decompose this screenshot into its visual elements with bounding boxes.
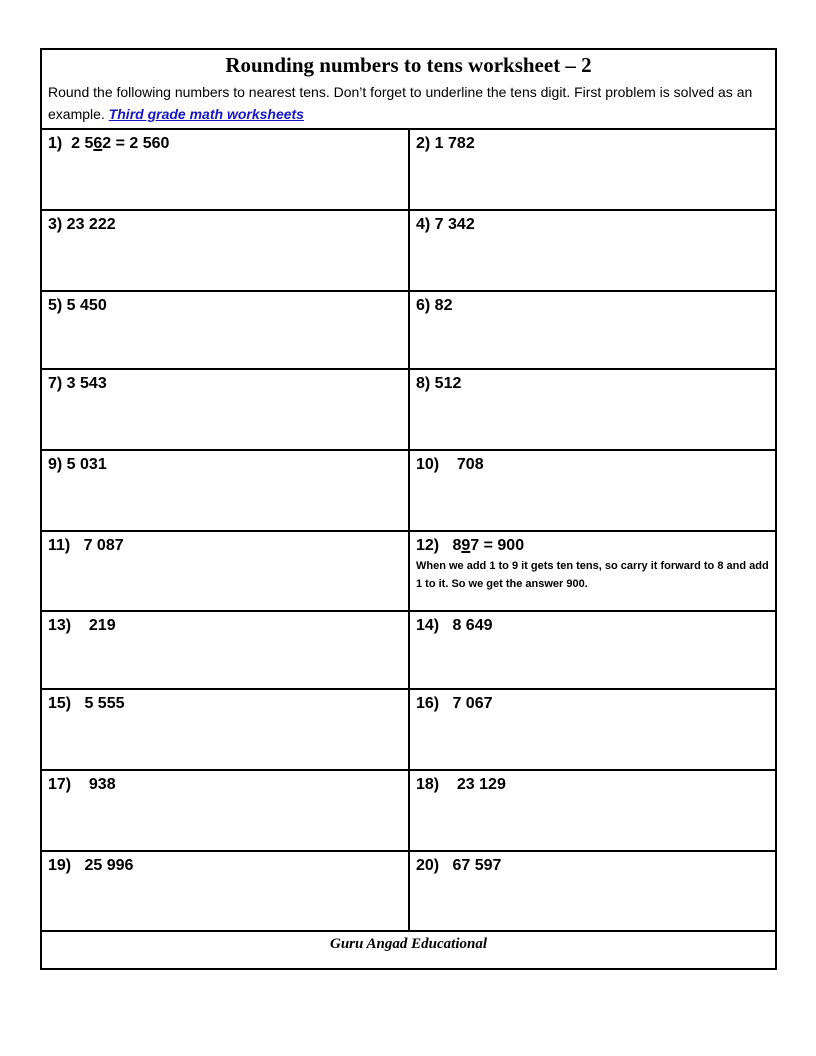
instructions: [48, 81, 769, 125]
table-row: [42, 532, 775, 612]
table-row: [42, 690, 775, 771]
table-row: [42, 211, 775, 292]
worksheet-title: Rounding numbers to tens worksheet – 2: [225, 53, 592, 77]
problem-cell-2: 2) 1 782: [416, 135, 475, 152]
problem-cell-5: 5) 5 450: [42, 292, 410, 368]
problem-cell-18: 18) 23 129: [416, 776, 506, 793]
table-row: [42, 451, 775, 532]
example-explanation: When we add 1 to 9 it gets ten tens, so carry it forward to 8 and add 1 to it. So we get the answer 900.: [416, 560, 769, 590]
problem-cell-11: 11) 7 087: [42, 532, 410, 610]
table-row: [42, 852, 775, 932]
problem-cell-1: 1) 2 562 = 2 560: [42, 130, 410, 209]
problem-cell-9: 9) 5 031: [42, 451, 410, 530]
table-row: [42, 370, 775, 451]
footer-credit: Guru Angad Educational: [330, 936, 487, 952]
footer: [42, 928, 775, 968]
table-row: [42, 612, 775, 690]
problem-cell-3: 3) 23 222: [42, 211, 410, 290]
problem-grid: [42, 130, 775, 932]
problem-cell-12: 12) 897 = 900 When we add 1 to 9 it gets ten tens, so carry it forward to 8 and add 1 to it. So we get the answer 900.: [410, 532, 775, 610]
problem-cell-14: 14) 8 649: [416, 617, 493, 634]
problem-cell-6: 6) 82: [416, 297, 453, 314]
table-row: [42, 771, 775, 852]
problem-cell-17: 17) 938: [42, 771, 410, 850]
table-row: [42, 130, 775, 211]
problem-cell-19: 19) 25 996: [42, 852, 410, 930]
problem-cell-10: 10) 708: [416, 456, 484, 473]
problem-cell-15: 15) 5 555: [42, 690, 410, 769]
worksheet: [40, 48, 777, 970]
problem-cell-4: 4) 7 342: [416, 216, 475, 233]
problem-cell-20: 20) 67 597: [416, 857, 502, 874]
worksheets-link[interactable]: Third grade math worksheets: [108, 106, 304, 122]
table-row: [42, 292, 775, 370]
problem-cell-7: 7) 3 543: [42, 370, 410, 449]
problem-cell-16: 16) 7 067: [416, 695, 493, 712]
problem-cell-8: 8) 512: [416, 375, 462, 392]
instructions-text: Round the following numbers to nearest tens. Don’t forget to underline the tens digit. First problem is solved as an example.: [48, 84, 753, 122]
problem-cell-13: 13) 219: [42, 612, 410, 688]
worksheet-header: [42, 50, 775, 130]
